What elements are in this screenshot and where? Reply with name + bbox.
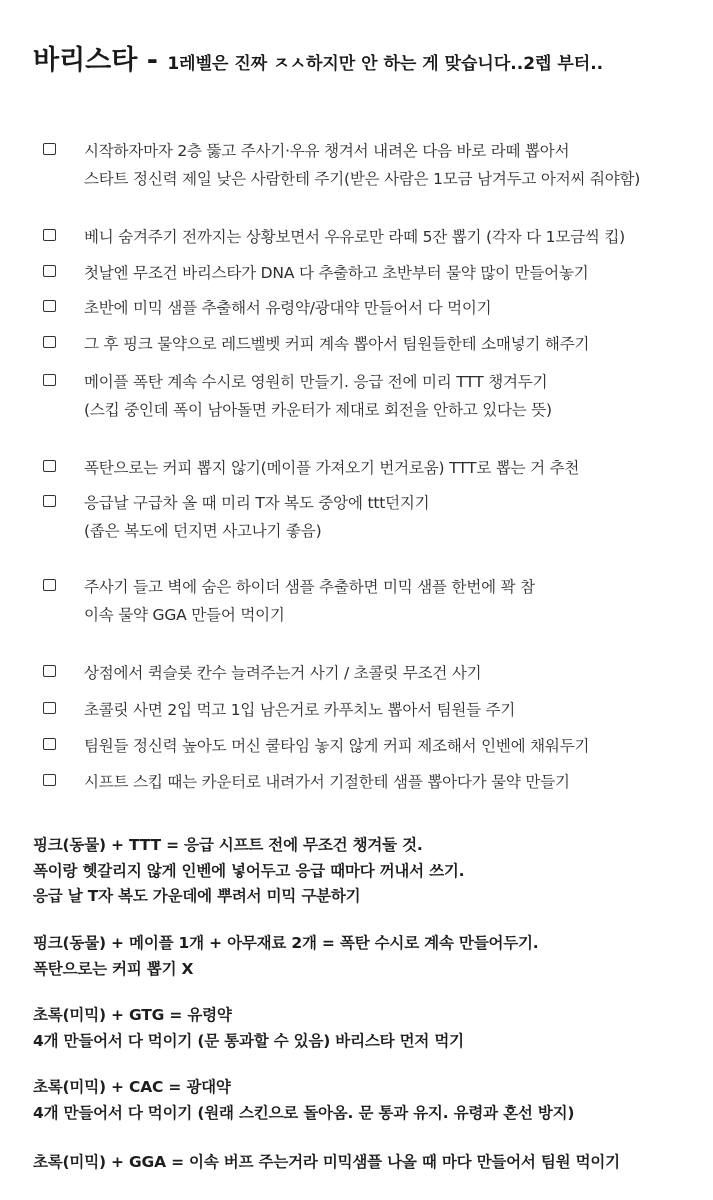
checklist-item-text: 베니 숨겨주기 전까지는 상황보면서 우유로만 라떼 5잔 뽑기 (각자 다 1모금씩 킵) [84, 228, 625, 246]
checkbox[interactable] [43, 495, 56, 507]
recipe-note-line: 초록(미믹) + CAC = 광대약 [33, 1078, 231, 1096]
checkbox[interactable] [43, 738, 56, 750]
checklist-item-text: 응급날 구급차 올 때 미리 T자 복도 중앙에 ttt던지기 [84, 494, 430, 512]
checkbox[interactable] [43, 774, 56, 786]
recipe-note-line: 4개 만들어서 다 먹이기 (원래 스킨으로 돌아옴. 문 통과 유지. 유령과 혼선 방지) [33, 1104, 575, 1122]
title-subtitle: 1레벨은 진짜 ㅈㅅ하지만 안 하는 게 맞습니다..2렙 부터.. [167, 54, 604, 74]
checklist-item-text: (좁은 복도에 던지면 사고나기 좋음) [84, 522, 322, 540]
checkbox[interactable] [43, 374, 56, 386]
title-main: 바리스타 - [33, 45, 168, 76]
recipe-note-line: 핑크(동물) + TTT = 응급 시프트 전에 무조건 챙겨둘 것. [33, 836, 423, 854]
checkbox[interactable] [43, 579, 56, 591]
checklist-item-text: 초콜릿 사면 2입 먹고 1입 남은거로 카푸치노 뽑아서 팀원들 주기 [84, 701, 516, 719]
checklist-item-text: 그 후 핑크 물약으로 레드벨벳 커피 계속 뽑아서 팀원들한테 소매넣기 해주기 [84, 335, 590, 353]
checklist-item-text: 팀원들 정신력 높아도 머신 쿨타임 놓지 않게 커피 제조해서 인벤에 채워두기 [84, 737, 590, 755]
recipe-note-line: 핑크(동물) + 메이플 1개 + 아무재료 2개 = 폭탄 수시로 계속 만들어두기. [33, 934, 539, 952]
recipe-note-line: 4개 만들어서 다 먹이기 (문 통과할 수 있음) 바리스타 먼저 먹기 [33, 1032, 464, 1050]
checklist-item-text: 시작하자마자 2층 뚫고 주사기·우유 챙겨서 내려온 다음 바로 라떼 뽑아서 [84, 142, 570, 160]
checkbox[interactable] [43, 265, 56, 277]
checkbox[interactable] [43, 229, 56, 241]
checklist-item-text: 메이플 폭탄 계속 수시로 영원히 만들기. 응급 전에 미리 TTT 챙겨두기 [84, 373, 548, 391]
checkbox[interactable] [43, 143, 56, 155]
checkbox[interactable] [43, 665, 56, 677]
checkbox[interactable] [43, 300, 56, 312]
checklist-item-text: 주사기 들고 벽에 숨은 하이더 샘플 추출하면 미믹 샘플 한번에 꽉 참 [84, 578, 535, 596]
checklist-item-text: (스킵 중인데 폭이 남아돌면 카운터가 제대로 회전을 안하고 있다는 뜻) [84, 401, 552, 419]
checklist-item-text: 초반에 미믹 샘플 추출해서 유령약/광대약 만들어서 다 먹이기 [84, 299, 492, 317]
recipe-note-line: 초록(미믹) + GTG = 유령약 [33, 1006, 232, 1024]
recipe-note-line: 폭이랑 헷갈리지 않게 인벤에 넣어두고 응급 때마다 꺼내서 쓰기. [33, 862, 465, 880]
recipe-note-line: 초록(미믹) + GGA = 이속 버프 주는거라 미믹샘플 나올 때 마다 만들어서 팀원 먹이기 [33, 1153, 620, 1171]
checklist-item-text: 이속 물약 GGA 만들어 먹이기 [84, 606, 285, 624]
checkbox[interactable] [43, 460, 56, 472]
checklist-item-text: 폭탄으로는 커피 뽑지 않기(메이플 가져오기 번거로움) TTT로 뽑는 거 추천 [84, 459, 580, 477]
checkbox[interactable] [43, 702, 56, 714]
recipe-note-line: 응급 날 T자 복도 가운데에 뿌려서 미믹 구분하기 [33, 887, 361, 905]
checklist-item-text: 상점에서 퀵슬롯 칸수 늘려주는거 사기 / 초콜릿 무조건 사기 [84, 664, 482, 682]
page-title [33, 38, 603, 77]
recipe-note-line: 폭탄으로는 커피 뽑기 X [33, 960, 194, 978]
checklist-item-text: 첫날엔 무조건 바리스타가 DNA 다 추출하고 초반부터 물약 많이 만들어놓기 [84, 264, 589, 282]
checklist-item-text: 시프트 스킵 때는 카운터로 내려가서 기절한테 샘플 뽑아다가 물약 만들기 [84, 773, 570, 791]
checkbox[interactable] [43, 336, 56, 348]
checklist-item-text: 스타트 정신력 제일 낮은 사람한테 주기(받은 사람은 1모금 남겨두고 아저씨 줘야함) [84, 170, 641, 188]
